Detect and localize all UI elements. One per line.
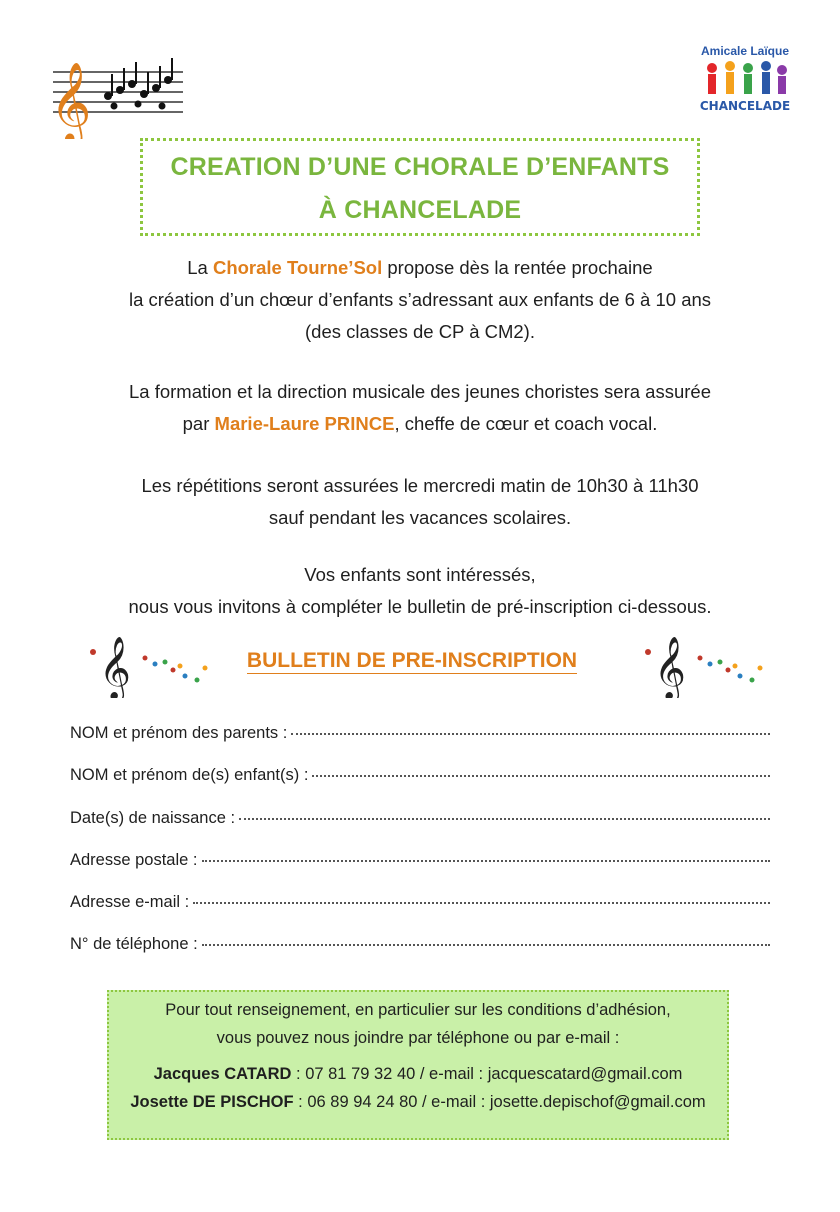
field-children-name[interactable] bbox=[70, 766, 770, 790]
field-label: NOM et prénom de(s) enfant(s) : bbox=[70, 766, 309, 784]
field-email[interactable] bbox=[70, 893, 770, 917]
director-name: Marie-Laure PRINCE bbox=[214, 413, 395, 434]
chorale-name: Chorale Tourne’Sol bbox=[212, 257, 383, 278]
schedule-line-1: Les répétitions seront assurées le mercredi matin de 10h30 à 11h30 bbox=[141, 475, 699, 496]
fill-line[interactable] bbox=[202, 859, 771, 862]
field-phone[interactable] bbox=[70, 935, 770, 959]
contact-box bbox=[107, 990, 729, 1140]
logo-text-top: Amicale Laïque bbox=[700, 44, 790, 58]
intro-line-2: la création d’un chœur d’enfants s’adressant aux enfants de 6 à 10 ans bbox=[128, 289, 712, 310]
field-birthdate[interactable] bbox=[70, 809, 770, 833]
title-line-1: CREATION D’UNE CHORALE D’ENFANTS bbox=[170, 153, 670, 181]
svg-text:𝄞: 𝄞 bbox=[50, 61, 92, 139]
fill-line[interactable] bbox=[239, 817, 770, 820]
invite-line-2: nous vous invitons à compléter le bulletin de pré-inscription ci-dessous. bbox=[128, 596, 712, 617]
intro-line-3: (des classes de CP à CM2). bbox=[305, 321, 535, 342]
treble-clef-notes-icon bbox=[640, 628, 770, 698]
direction-paragraph bbox=[40, 376, 800, 440]
intro-paragraph bbox=[40, 252, 800, 348]
invite-paragraph bbox=[40, 559, 800, 623]
schedule-paragraph bbox=[40, 470, 800, 534]
contact-intro-1: Pour tout renseignement, en particulier sur les conditions d’adhésion, bbox=[165, 1001, 671, 1019]
bulletin-title: BULLETIN DE PRE-INSCRIPTION bbox=[246, 649, 578, 672]
field-label: Adresse postale : bbox=[70, 851, 198, 869]
contact-jacques: Jacques CATARD : 07 81 79 32 40 / e-mail : jacquescatard@gmail.com bbox=[153, 1065, 683, 1083]
music-staff-logo bbox=[48, 44, 188, 139]
title-line-2: À CHANCELADE bbox=[318, 196, 522, 224]
logo-text-bottom: CHANCELADE bbox=[699, 99, 791, 113]
schedule-line-2: sauf pendant les vacances scolaires. bbox=[268, 507, 572, 528]
invite-line-1: Vos enfants sont intéressés, bbox=[304, 564, 536, 585]
amicale-laique-logo bbox=[690, 44, 800, 124]
treble-clef-notes-icon bbox=[85, 628, 215, 698]
field-label: Date(s) de naissance : bbox=[70, 809, 236, 827]
direction-line-2: par Marie-Laure PRINCE, cheffe de cœur et coach vocal. bbox=[182, 413, 658, 434]
intro-line-1: La Chorale Tourne’Sol propose dès la rentée prochaine bbox=[187, 257, 653, 278]
field-label: Adresse e-mail : bbox=[70, 893, 190, 911]
svg-text:𝄞: 𝄞 bbox=[99, 636, 131, 698]
fill-line[interactable] bbox=[193, 901, 770, 904]
field-parents-name[interactable] bbox=[70, 724, 770, 748]
contact-josette: Josette DE PISCHOF : 06 89 94 24 80 / e-mail : josette.depischof@gmail.com bbox=[130, 1093, 706, 1111]
svg-text:𝄞: 𝄞 bbox=[654, 636, 686, 698]
fill-line[interactable] bbox=[202, 943, 770, 946]
fill-line[interactable] bbox=[291, 732, 770, 735]
field-label: N° de téléphone : bbox=[70, 935, 198, 953]
title-box bbox=[140, 138, 700, 236]
contact-intro-2: vous pouvez nous joindre par téléphone ou par e-mail : bbox=[216, 1029, 620, 1047]
direction-line-1: La formation et la direction musicale des jeunes choristes sera assurée bbox=[128, 381, 712, 402]
field-postal-address[interactable] bbox=[70, 851, 770, 875]
fill-line[interactable] bbox=[312, 774, 770, 777]
field-label: NOM et prénom des parents : bbox=[70, 724, 288, 742]
